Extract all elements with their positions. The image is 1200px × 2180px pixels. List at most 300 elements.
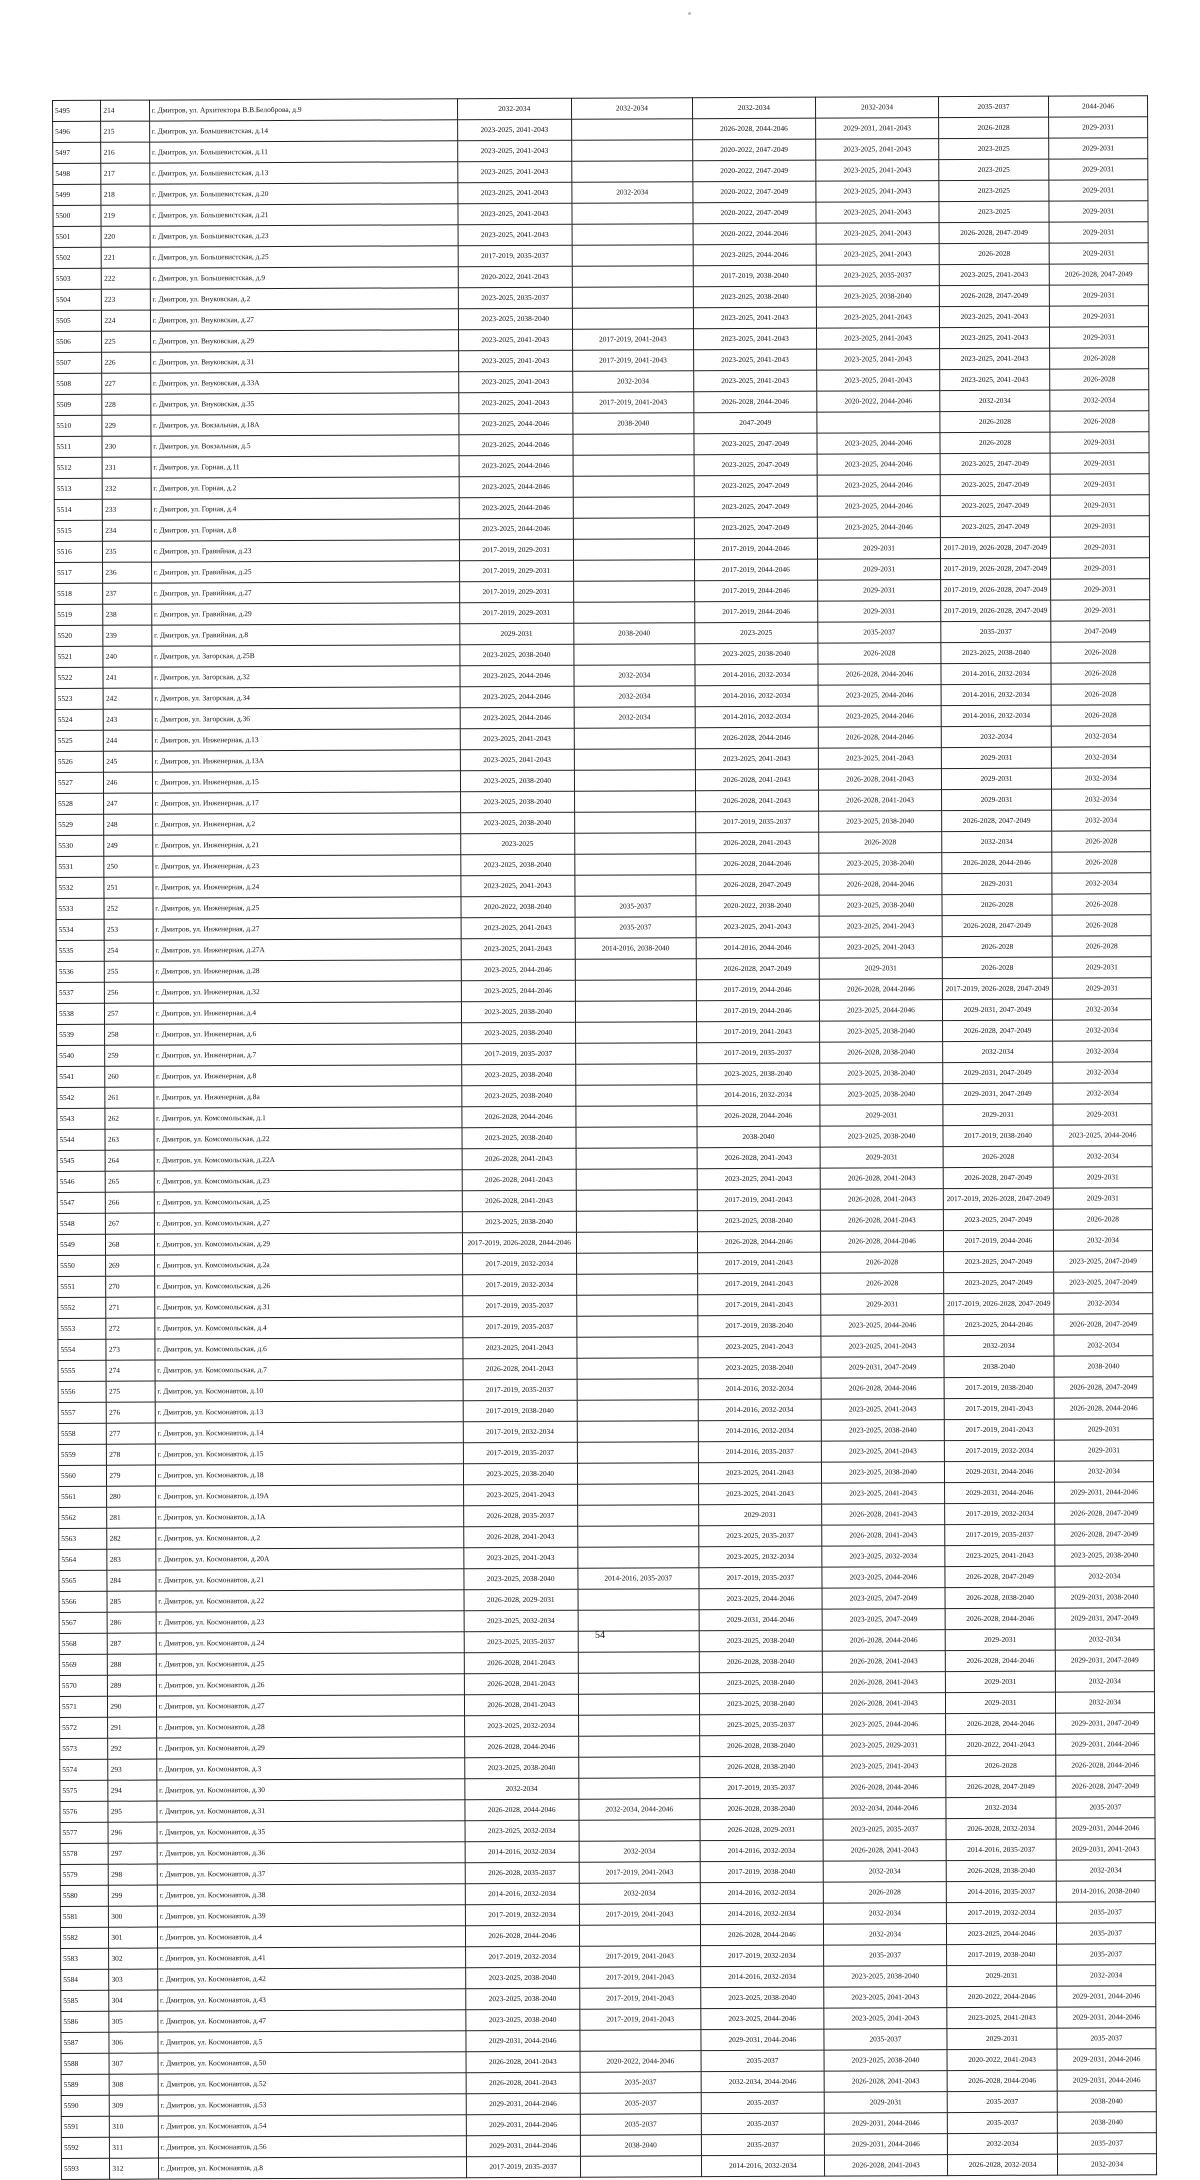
- cell-period-6: 2026-2028: [1051, 705, 1150, 726]
- cell-period-6: 2032-2034: [1054, 1461, 1153, 1482]
- cell-row-number: 5589: [61, 2074, 109, 2095]
- cell-entry-number: 271: [106, 1297, 154, 1318]
- cell-period-6: 2029-2031: [1049, 243, 1148, 264]
- cell-address: г. Дмитров, ул. Космонавтов, д.21: [156, 1569, 464, 1591]
- cell-period-4: 2023-2025, 2041-2043: [816, 307, 939, 329]
- cell-period-6: 2029-2031, 2041-2043: [1056, 1839, 1155, 1860]
- cell-period-5: 2026-2028, 2044-2046: [947, 2070, 1057, 2091]
- cell-period-6: 2026-2028: [1051, 684, 1150, 705]
- cell-period-1: 2023-2025, 2038-2040: [464, 1757, 578, 1778]
- cell-period-6: 2029-2031: [1050, 495, 1149, 516]
- cell-period-6: 2026-2028, 2047-2049: [1056, 1776, 1155, 1797]
- cell-period-2: [577, 1274, 698, 1296]
- cell-address: г. Дмитров, ул. Космонавтов, д.10: [155, 1380, 463, 1402]
- cell-period-6: 2026-2028: [1052, 852, 1151, 873]
- cell-period-5: 2014-2016, 2035-2037: [946, 1839, 1056, 1860]
- cell-address: г. Дмитров, ул. Космонавтов, д.31: [157, 1800, 465, 1822]
- cell-period-1: 2026-2028, 2041-2043: [462, 1169, 576, 1190]
- cell-period-4: 2023-2025, 2038-2040: [821, 1462, 944, 1484]
- cell-period-3: 2023-2025, 2041-2043: [695, 748, 818, 770]
- cell-period-1: 2017-2019, 2032-2034: [462, 1253, 576, 1274]
- cell-period-1: 2026-2028, 2029-2031: [464, 1589, 578, 1610]
- cell-period-5: 2014-2016, 2035-2037: [946, 1881, 1056, 1902]
- cell-row-number: 5522: [55, 667, 103, 688]
- cell-row-number: 5556: [58, 1381, 106, 1402]
- cell-period-3: 2020-2022, 2047-2049: [692, 139, 815, 161]
- cell-period-3: 2023-2025, 2044-2046: [699, 1588, 822, 1610]
- cell-entry-number: 291: [108, 1717, 156, 1738]
- cell-period-2: [578, 1589, 699, 1611]
- cell-period-4: 2023-2025, 2041-2043: [817, 370, 940, 392]
- cell-period-5: 2026-2028: [942, 936, 1052, 957]
- cell-address: г. Дмитров, ул. Комсомольская, д.6: [155, 1338, 463, 1360]
- cell-period-4: 2026-2028: [818, 643, 941, 665]
- cell-period-5: 2023-2025: [939, 159, 1049, 180]
- cell-address: г. Дмитров, ул. Космонавтов, д.37: [157, 1863, 465, 1885]
- cell-period-1: 2026-2028, 2041-2043: [466, 2051, 580, 2072]
- cell-row-number: 5576: [60, 1801, 108, 1822]
- cell-period-1: 2026-2028, 2044-2046: [461, 1106, 575, 1127]
- cell-period-1: 2026-2028, 2041-2043: [464, 1652, 578, 1673]
- cell-period-5: 2026-2028: [943, 1146, 1053, 1167]
- cell-period-1: 2017-2019, 2035-2037: [462, 1316, 576, 1337]
- cell-period-3: 2014-2016, 2032-2034: [698, 1378, 821, 1400]
- cell-row-number: 5532: [56, 877, 104, 898]
- cell-period-5: 2026-2028, 2038-2040: [945, 1587, 1055, 1608]
- cell-period-5: 2014-2016, 2032-2034: [941, 684, 1051, 705]
- cell-address: г. Дмитров, ул. Большевистская, д.21: [150, 204, 458, 226]
- cell-period-5: 2017-2019, 2026-2028, 2047-2049: [942, 978, 1052, 999]
- cell-period-3: 2035-2037: [701, 2113, 824, 2135]
- cell-period-6: 2026-2028: [1050, 411, 1149, 432]
- cell-row-number: 5498: [53, 163, 101, 184]
- cell-period-2: [578, 1505, 699, 1527]
- cell-period-4: 2029-2031: [819, 958, 942, 980]
- cell-period-6: 2032-2034: [1053, 1230, 1152, 1251]
- cell-row-number: 5504: [53, 289, 101, 310]
- cell-entry-number: 261: [105, 1087, 153, 1108]
- cell-period-5: 2023-2025, 2047-2049: [940, 474, 1050, 495]
- cell-period-2: [578, 1547, 699, 1569]
- cell-row-number: 5588: [61, 2053, 109, 2074]
- cell-address: г. Дмитров, ул. Большевистская, д.11: [149, 141, 457, 163]
- cell-period-3: 2017-2019, 2041-2043: [696, 1021, 819, 1043]
- cell-address: г. Дмитров, ул. Космонавтов, д.41: [157, 1947, 465, 1969]
- cell-row-number: 5499: [53, 184, 101, 205]
- cell-period-5: 2023-2025: [939, 180, 1049, 201]
- cell-period-6: 2029-2031: [1050, 432, 1149, 453]
- cell-row-number: 5538: [56, 1003, 104, 1024]
- cell-period-1: 2023-2025, 2041-2043: [462, 1337, 576, 1358]
- cell-period-4: 2026-2028, 2044-2046: [818, 664, 941, 686]
- cell-period-3: 2023-2025, 2041-2043: [693, 349, 816, 371]
- cell-period-2: [575, 833, 696, 855]
- cell-entry-number: 227: [102, 373, 150, 394]
- cell-entry-number: 215: [101, 121, 149, 142]
- cell-period-6: 2026-2028: [1051, 642, 1150, 663]
- cell-period-3: 2023-2025, 2041-2043: [698, 1462, 821, 1484]
- cell-period-6: 2029-2031: [1050, 558, 1149, 579]
- cell-address: г. Дмитров, ул. Инженерная, д.7: [153, 1044, 461, 1066]
- cell-row-number: 5512: [54, 457, 102, 478]
- cell-address: г. Дмитров, ул. Космонавтов, д.2: [155, 1527, 463, 1549]
- cell-period-6: 2023-2025, 2047-2049: [1054, 1272, 1153, 1293]
- cell-period-1: 2032-2034: [457, 98, 571, 119]
- cell-period-4: 2026-2028, 2044-2046: [819, 874, 942, 896]
- cell-row-number: 5569: [59, 1654, 107, 1675]
- cell-row-number: 5535: [56, 940, 104, 961]
- cell-period-5: 2017-2019, 2032-2034: [945, 1503, 1055, 1524]
- cell-period-1: 2023-2025, 2041-2043: [457, 140, 571, 161]
- cell-period-5: 2026-2028, 2047-2049: [945, 1566, 1055, 1587]
- cell-row-number: 5515: [54, 520, 102, 541]
- cell-period-4: 2026-2028: [819, 832, 942, 854]
- cell-row-number: 5537: [56, 982, 104, 1003]
- cell-period-5: 2026-2028, 2044-2046: [945, 1608, 1055, 1629]
- cell-entry-number: 286: [107, 1612, 155, 1633]
- cell-address: г. Дмитров, ул. Загорская, д.32: [152, 666, 460, 688]
- cell-period-3: 2023-2025, 2032-2034: [699, 1546, 822, 1568]
- cell-period-3: 2017-2019, 2044-2046: [694, 580, 817, 602]
- cell-period-1: 2017-2019, 2035-2037: [462, 1295, 576, 1316]
- cell-period-3: 2026-2028, 2047-2049: [696, 958, 819, 980]
- cell-address: г. Дмитров, ул. Комсомольская, д.23: [154, 1170, 462, 1192]
- cell-entry-number: 272: [106, 1318, 154, 1339]
- cell-period-2: 2032-2034: [579, 1883, 700, 1905]
- cell-period-3: 2014-2016, 2032-2034: [700, 1882, 823, 1904]
- cell-address: г. Дмитров, ул. Космонавтов, д.42: [157, 1968, 465, 1990]
- cell-period-2: 2017-2019, 2041-2043: [580, 2009, 701, 2031]
- cell-period-4: 2026-2028, 2041-2043: [822, 1504, 945, 1526]
- cell-entry-number: 262: [105, 1108, 153, 1129]
- cell-period-4: 2026-2028, 2041-2043: [823, 1840, 946, 1862]
- cell-address: г. Дмитров, ул. Внуковская, д.35: [151, 393, 459, 415]
- cell-period-3: 2023-2025, 2047-2049: [694, 496, 817, 518]
- cell-period-1: 2017-2019, 2032-2034: [463, 1421, 577, 1442]
- cell-address: г. Дмитров, ул. Космонавтов, д.23: [156, 1611, 464, 1633]
- cell-period-3: 2023-2025, 2044-2046: [693, 244, 816, 266]
- cell-period-2: 2038-2040: [580, 2135, 701, 2157]
- cell-entry-number: 249: [104, 835, 152, 856]
- cell-period-2: [573, 434, 694, 456]
- cell-period-6: 2029-2031: [1054, 1419, 1153, 1440]
- cell-period-6: 2035-2037: [1057, 1944, 1156, 1965]
- cell-period-6: 2029-2031: [1049, 201, 1148, 222]
- cell-address: г. Дмитров, ул. Комсомольская, д.7: [155, 1359, 463, 1381]
- cell-period-5: 2026-2028, 2047-2049: [942, 810, 1052, 831]
- cell-period-1: 2020-2022, 2041-2043: [458, 266, 572, 287]
- cell-entry-number: 221: [102, 247, 150, 268]
- cell-address: г. Дмитров, ул. Комсомольская, д.2а: [154, 1254, 462, 1276]
- cell-row-number: 5581: [60, 1906, 108, 1927]
- cell-period-5: 2017-2019, 2044-2046: [943, 1230, 1053, 1251]
- cell-entry-number: 280: [107, 1486, 155, 1507]
- cell-period-4: 2023-2025, 2041-2043: [824, 1987, 947, 2009]
- cell-row-number: 5524: [55, 709, 103, 730]
- cell-period-6: 2029-2031, 2044-2046: [1056, 1818, 1155, 1839]
- cell-period-5: 2029-2031, 2044-2046: [944, 1461, 1054, 1482]
- cell-entry-number: 289: [108, 1675, 156, 1696]
- cell-period-2: [573, 476, 694, 498]
- cell-period-6: 2032-2034: [1056, 1860, 1155, 1881]
- cell-period-1: 2017-2019, 2035-2037: [463, 1379, 577, 1400]
- cell-period-4: 2029-2031, 2044-2046: [824, 2113, 947, 2135]
- cell-period-2: [578, 1652, 699, 1674]
- cell-row-number: 5529: [56, 814, 104, 835]
- cell-entry-number: 258: [105, 1024, 153, 1045]
- cell-period-1: 2017-2019, 2026-2028, 2044-2046: [462, 1232, 576, 1253]
- cell-entry-number: 257: [105, 1003, 153, 1024]
- cell-period-1: 2017-2019, 2035-2037: [461, 1043, 575, 1064]
- cell-period-6: 2029-2031: [1049, 306, 1148, 327]
- cell-address: г. Дмитров, ул. Космонавтов, д.56: [158, 2136, 466, 2158]
- cell-period-6: 2029-2031: [1050, 474, 1149, 495]
- cell-entry-number: 239: [103, 625, 151, 646]
- cell-period-4: 2032-2034: [815, 97, 938, 119]
- cell-period-1: 2023-2025, 2044-2046: [458, 413, 572, 434]
- cell-row-number: 5577: [60, 1822, 108, 1843]
- cell-entry-number: 281: [107, 1507, 155, 1528]
- cell-entry-number: 240: [103, 646, 151, 667]
- cell-entry-number: 282: [107, 1528, 155, 1549]
- table-body: [53, 96, 1157, 2180]
- cell-row-number: 5583: [61, 1948, 109, 1969]
- cell-period-2: 2017-2019, 2041-2043: [573, 392, 694, 414]
- cell-entry-number: 214: [101, 100, 149, 121]
- cell-entry-number: 238: [103, 604, 151, 625]
- cell-address: г. Дмитров, ул. Инженерная, д.6: [153, 1023, 461, 1045]
- cell-period-5: 2032-2034: [941, 726, 1051, 747]
- cell-row-number: 5571: [59, 1696, 107, 1717]
- cell-period-5: 2029-2031, 2047-2049: [942, 999, 1052, 1020]
- cell-row-number: 5520: [55, 625, 103, 646]
- cell-period-4: 2029-2031, 2047-2049: [821, 1357, 944, 1379]
- cell-row-number: 5573: [60, 1738, 108, 1759]
- cell-period-5: 2029-2031, 2047-2049: [943, 1062, 1053, 1083]
- cell-entry-number: 255: [105, 961, 153, 982]
- cell-period-6: 2029-2031: [1054, 1440, 1153, 1461]
- cell-period-1: 2017-2019, 2032-2034: [462, 1274, 576, 1295]
- cell-period-5: 2020-2022, 2041-2043: [946, 1734, 1056, 1755]
- cell-period-5: 2023-2025, 2047-2049: [940, 495, 1050, 516]
- cell-period-4: 2029-2031: [817, 538, 940, 560]
- cell-period-4: 2023-2025, 2041-2043: [816, 202, 939, 224]
- cell-period-6: 2029-2031: [1050, 453, 1149, 474]
- cell-period-5: 2029-2031, 2047-2049: [943, 1083, 1053, 1104]
- cell-period-3: 2017-2019, 2044-2046: [694, 538, 817, 560]
- cell-period-4: 2020-2022, 2044-2046: [817, 391, 940, 413]
- cell-period-3: 2023-2025, 2041-2043: [696, 916, 819, 938]
- cell-row-number: 5566: [59, 1591, 107, 1612]
- cell-period-2: [580, 2030, 701, 2052]
- cell-address: г. Дмитров, ул. Большевистская, д.23: [150, 225, 458, 247]
- cell-period-1: 2026-2028, 2041-2043: [462, 1190, 576, 1211]
- cell-period-4: 2023-2025, 2041-2043: [821, 1336, 944, 1358]
- cell-period-4: 2026-2028, 2041-2043: [822, 1525, 945, 1547]
- cell-period-6: 2038-2040: [1057, 2112, 1156, 2133]
- cell-period-6: 2026-2028, 2047-2049: [1049, 264, 1148, 285]
- cell-period-4: 2023-2025, 2038-2040: [821, 1420, 944, 1442]
- cell-period-5: 2026-2028: [942, 957, 1052, 978]
- cell-address: г. Дмитров, ул. Горная, д.8: [151, 519, 459, 541]
- cell-period-6: 2029-2031, 2044-2046: [1057, 2049, 1156, 2070]
- cell-period-5: 2026-2028: [940, 432, 1050, 453]
- cell-period-5: 2029-2031: [947, 2028, 1057, 2049]
- cell-period-4: 2026-2028, 2041-2043: [820, 1210, 943, 1232]
- cell-address: г. Дмитров, ул. Инженерная, д.28: [153, 960, 461, 982]
- cell-period-6: 2023-2025, 2044-2046: [1053, 1125, 1152, 1146]
- cell-period-5: 2035-2037: [947, 2091, 1057, 2112]
- cell-period-4: 2023-2025, 2041-2043: [821, 1399, 944, 1421]
- cell-period-2: [575, 1043, 696, 1065]
- cell-row-number: 5547: [57, 1192, 105, 1213]
- cell-period-3: 2017-2019, 2041-2043: [698, 1294, 821, 1316]
- cell-period-5: 2017-2019, 2038-2040: [947, 1944, 1057, 1965]
- cell-period-1: 2023-2025, 2041-2043: [458, 203, 572, 224]
- cell-period-1: 2017-2019, 2029-2031: [459, 581, 573, 602]
- cell-period-5: 2026-2028, 2044-2046: [946, 1713, 1056, 1734]
- cell-period-2: [577, 1463, 698, 1485]
- cell-period-2: [572, 308, 693, 330]
- cell-period-6: 2035-2037: [1056, 1902, 1155, 1923]
- cell-address: г. Дмитров, ул. Комсомольская, д.26: [154, 1275, 462, 1297]
- cell-entry-number: 275: [106, 1381, 154, 1402]
- cell-entry-number: 228: [102, 394, 150, 415]
- cell-row-number: 5578: [60, 1843, 108, 1864]
- cell-row-number: 5501: [53, 226, 101, 247]
- cell-period-2: 2035-2037: [575, 917, 696, 939]
- cell-period-1: 2026-2028, 2041-2043: [463, 1526, 577, 1547]
- cell-row-number: 5510: [54, 415, 102, 436]
- cell-period-3: 2026-2028, 2038-2040: [699, 1735, 822, 1757]
- cell-period-3: 2023-2025, 2038-2040: [693, 286, 816, 308]
- cell-row-number: 5521: [55, 646, 103, 667]
- cell-entry-number: 245: [104, 751, 152, 772]
- cell-row-number: 5548: [57, 1213, 105, 1234]
- cell-row-number: 5517: [55, 562, 103, 583]
- cell-row-number: 5495: [53, 100, 101, 121]
- cell-period-5: 2029-2031: [942, 789, 1052, 810]
- cell-row-number: 5505: [53, 310, 101, 331]
- cell-period-5: 2026-2028: [946, 1755, 1056, 1776]
- cell-period-6: 2026-2028: [1052, 915, 1151, 936]
- page-number: 54: [595, 1630, 605, 1641]
- cell-row-number: 5580: [60, 1885, 108, 1906]
- cell-period-4: 2029-2031: [820, 1105, 943, 1127]
- cell-period-1: 2023-2025, 2038-2040: [465, 1988, 579, 2009]
- cell-period-2: [579, 1925, 700, 1947]
- cell-row-number: 5507: [54, 352, 102, 373]
- cell-period-1: 2026-2028, 2044-2046: [465, 1925, 579, 1946]
- cell-address: г. Дмитров, ул. Космонавтов, д.27: [156, 1695, 464, 1717]
- cell-period-1: 2023-2025, 2038-2040: [461, 1022, 575, 1043]
- cell-period-6: 2029-2031, 2047-2049: [1055, 1608, 1154, 1629]
- cell-period-1: 2026-2028, 2041-2043: [463, 1358, 577, 1379]
- cell-period-4: 2023-2025, 2044-2046: [817, 475, 940, 497]
- cell-period-1: 2026-2028, 2041-2043: [464, 1694, 578, 1715]
- cell-period-1: 2023-2025, 2038-2040: [461, 1001, 575, 1022]
- cell-period-2: [576, 1211, 697, 1233]
- cell-entry-number: 311: [110, 2137, 158, 2158]
- cell-entry-number: 309: [110, 2095, 158, 2116]
- cell-period-6: 2032-2034: [1051, 768, 1150, 789]
- cell-period-1: 2017-2019, 2032-2034: [465, 1904, 579, 1925]
- cell-period-2: [573, 581, 694, 603]
- cell-period-2: [573, 518, 694, 540]
- cell-address: г. Дмитров, ул. Комсомольская, д.27: [154, 1212, 462, 1234]
- cell-period-1: 2026-2028, 2044-2046: [464, 1799, 578, 1820]
- cell-address: г. Дмитров, ул. Комсомольская, д.31: [154, 1296, 462, 1318]
- cell-entry-number: 303: [109, 1969, 157, 1990]
- cell-period-1: 2023-2025, 2041-2043: [457, 119, 571, 140]
- cell-entry-number: 298: [109, 1864, 157, 1885]
- cell-period-4: 2023-2025, 2038-2040: [819, 853, 942, 875]
- cell-address: г. Дмитров, ул. Инженерная, д.23: [153, 855, 461, 877]
- cell-period-1: 2032-2034: [464, 1778, 578, 1799]
- cell-period-1: 2023-2025, 2038-2040: [462, 1127, 576, 1148]
- cell-period-1: 2023-2025, 2044-2046: [459, 518, 573, 539]
- cell-row-number: 5536: [56, 961, 104, 982]
- schedule-table-container: [52, 95, 1157, 2180]
- cell-period-4: 2035-2037: [824, 2029, 947, 2051]
- cell-period-6: 2023-2025, 2047-2049: [1054, 1251, 1153, 1272]
- cell-period-5: 2017-2019, 2026-2028, 2047-2049: [941, 558, 1051, 579]
- cell-row-number: 5563: [59, 1528, 107, 1549]
- cell-period-3: 2020-2022, 2044-2046: [693, 223, 816, 245]
- cell-period-3: 2026-2028, 2044-2046: [694, 391, 817, 413]
- cell-row-number: 5526: [55, 751, 103, 772]
- cell-period-4: 2026-2028, 2041-2043: [824, 2071, 947, 2093]
- cell-period-3: 2014-2016, 2032-2034: [698, 1420, 821, 1442]
- cell-address: г. Дмитров, ул. Космонавтов, д.24: [156, 1632, 464, 1654]
- cell-period-1: 2023-2025, 2041-2043: [457, 161, 571, 182]
- cell-address: г. Дмитров, ул. Гравийная, д.27: [151, 582, 459, 604]
- cell-period-5: 2029-2031: [941, 768, 1051, 789]
- cell-period-6: 2029-2031: [1049, 222, 1148, 243]
- cell-period-5: 2017-2019, 2026-2028, 2047-2049: [943, 1188, 1053, 1209]
- cell-period-5: 2023-2025: [939, 138, 1049, 159]
- cell-entry-number: 294: [108, 1780, 156, 1801]
- cell-period-2: [576, 1127, 697, 1149]
- cell-period-3: 2023-2025, 2041-2043: [693, 307, 816, 329]
- cell-entry-number: 270: [106, 1276, 154, 1297]
- cell-entry-number: 279: [107, 1465, 155, 1486]
- cell-period-4: 2032-2034: [823, 1924, 946, 1946]
- cell-period-6: 2029-2031: [1053, 1104, 1152, 1125]
- cell-entry-number: 241: [103, 667, 151, 688]
- cell-period-1: 2023-2025, 2041-2043: [458, 350, 572, 371]
- cell-period-2: 2032-2034: [571, 98, 692, 120]
- cell-period-1: 2023-2025, 2038-2040: [460, 791, 574, 812]
- cell-row-number: 5586: [61, 2011, 109, 2032]
- cell-period-4: 2023-2025, 2041-2043: [816, 160, 939, 182]
- cell-address: г. Дмитров, ул. Инженерная, д.13А: [152, 750, 460, 772]
- cell-period-5: 2032-2034: [942, 831, 1052, 852]
- cell-period-6: 2032-2034: [1052, 873, 1151, 894]
- cell-period-3: 2026-2028, 2038-2040: [700, 1756, 823, 1778]
- cell-period-1: 2023-2025, 2044-2046: [461, 959, 575, 980]
- cell-period-3: 2023-2025, 2035-2037: [699, 1525, 822, 1547]
- cell-period-1: 2023-2025, 2038-2040: [463, 1463, 577, 1484]
- cell-period-3: 2032-2034: [692, 97, 815, 119]
- cell-period-4: 2026-2028, 2041-2043: [824, 2155, 947, 2177]
- cell-period-5: 2032-2034: [944, 1335, 1054, 1356]
- cell-period-2: [577, 1295, 698, 1317]
- cell-address: г. Дмитров, ул. Космонавтов, д.36: [157, 1842, 465, 1864]
- cell-period-6: 2026-2028, 2044-2046: [1054, 1398, 1153, 1419]
- cell-period-6: 2035-2037: [1057, 2133, 1156, 2154]
- cell-row-number: 5509: [54, 394, 102, 415]
